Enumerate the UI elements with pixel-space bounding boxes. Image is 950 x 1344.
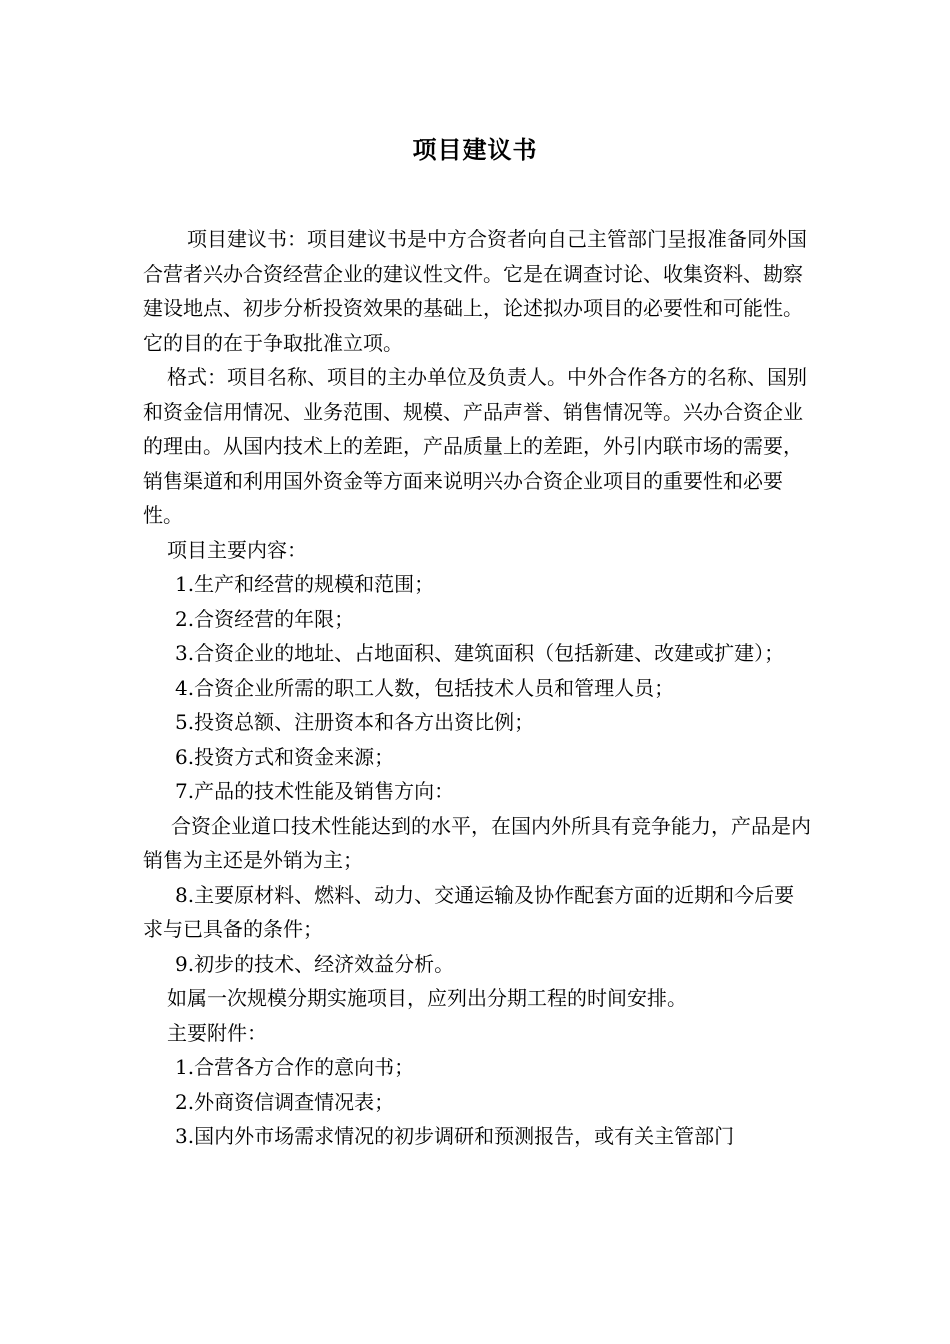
paragraph-attachments-heading: 主要附件： bbox=[167, 1020, 267, 1045]
list-item-1: 1.生产和经营的规模和范围； bbox=[175, 572, 435, 596]
paragraph-product-level: 合资企业道口技术性能达到的水平，在国内外所具有竞争能力，产品是内销售为主还是外销为主； bbox=[143, 813, 811, 872]
paragraph-main-content-heading: 项目主要内容： bbox=[167, 537, 307, 562]
paragraph-format: 格式：项目名称、项目的主办单位及负责人。中外合作各方的名称、国别和资金信用情况、业务范围、规模、产品声誉、销售情况等。兴办合资企业的理由。从国内技术上的差距，产品质量上的差距，外引内联市场的需要，销售渠道和利用国外资金等方面来说明兴办合资企业项目的重要性和必要性。 bbox=[143, 365, 807, 527]
list-item-2: 2.合资经营的年限； bbox=[175, 606, 355, 631]
paragraph-phased-schedule: 如属一次规模分期实施项目，应列出分期工程的时间安排。 bbox=[167, 986, 687, 1010]
list-item-4: 4.合资企业所需的职工人数，包括技术人员和管理人员； bbox=[175, 675, 675, 700]
attachment-item-3: 3.国内外市场需求情况的初步调研和预测报告，或有关主管部门 bbox=[175, 1124, 735, 1148]
document-title: 项目建议书 bbox=[412, 136, 538, 164]
list-item-7: 7.产品的技术性能及销售方向： bbox=[175, 779, 455, 803]
list-item-3: 3.合资企业的地址、占地面积、建筑面积（包括新建、改建或扩建）； bbox=[175, 641, 785, 665]
list-item-9: 9.初步的技术、经济效益分析。 bbox=[175, 951, 455, 976]
paragraph-intro: 项目建议书：项目建议书是中方合资者向自己主管部门呈报准备同外国合营者兴办合资经营企业的建议性文件。它是在调查讨论、收集资料、勘察建设地点、初步分析投资效果的基础上，论述拟办项目的必要性和可能性。它的目的在于争取批准立项。 bbox=[143, 227, 807, 355]
list-item-8: 8.主要原材料、燃料、动力、交通运输及协作配套方面的近期和今后要求与已具备的条件； bbox=[143, 882, 795, 941]
list-item-5: 5.投资总额、注册资本和各方出资比例； bbox=[175, 710, 535, 734]
attachment-item-2: 2.外商资信调查情况表； bbox=[175, 1089, 395, 1114]
list-item-6: 6.投资方式和资金来源； bbox=[175, 744, 395, 769]
document-body bbox=[143, 222, 813, 1154]
attachment-item-1: 1.合营各方合作的意向书； bbox=[175, 1055, 415, 1079]
